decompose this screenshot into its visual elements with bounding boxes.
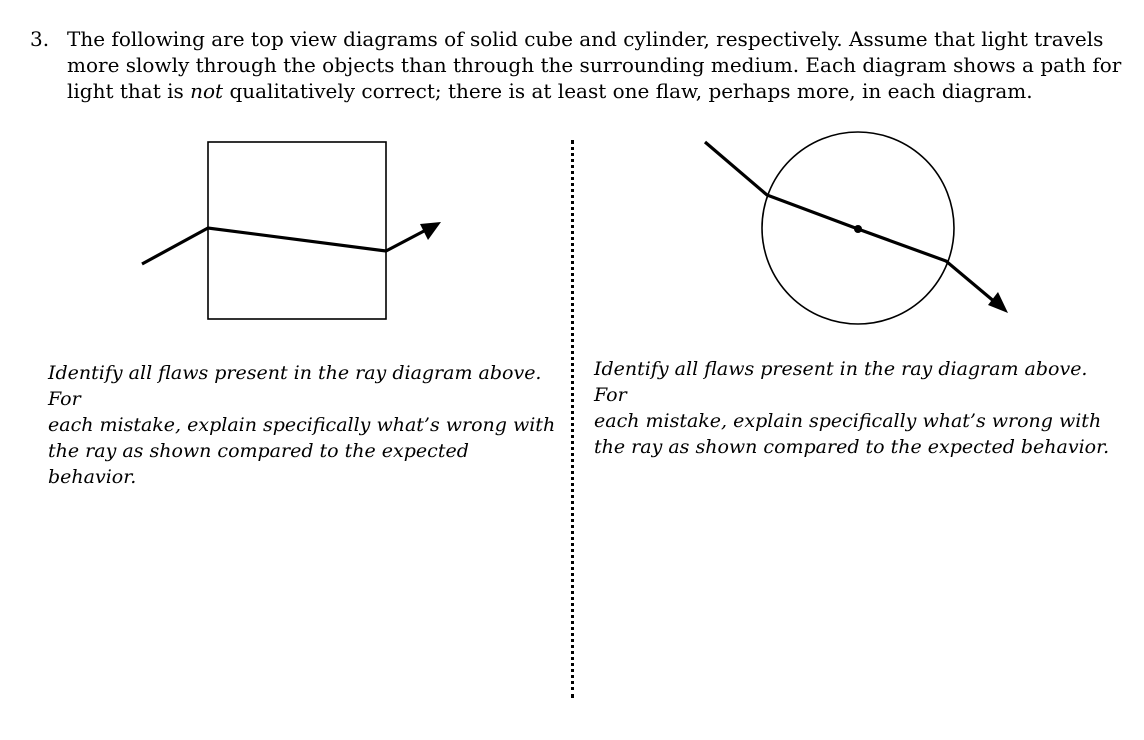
left-prompt-line: each mistake, explain specifically what’s wrong with	[48, 414, 556, 436]
right-prompt-line: Identify all flaws present in the ray diagram above. For	[594, 358, 1088, 406]
cylinder-light-ray	[705, 142, 996, 303]
dotted-divider	[571, 140, 574, 698]
cylinder-center-dot	[854, 225, 862, 233]
question-text-after: qualitatively correct; there is at least one flaw, perhaps more, in each diagram.	[223, 79, 1033, 103]
question-number: 3.	[30, 27, 50, 51]
question-text-emphasis: not	[190, 79, 224, 103]
left-prompt-line: Identify all flaws present in the ray diagram above. For	[48, 362, 542, 410]
right-prompt	[594, 356, 1114, 460]
right-prompt-line: the ray as shown compared to the expected behavior.	[594, 436, 1110, 458]
right-prompt-line: each mistake, explain specifically what’s wrong with	[594, 410, 1102, 432]
question-text-before: The following are top view diagrams of solid cube and cylinder, respectively. Assume that light travels more slowly through the objects than through the surrounding medium. Each diagram shows a path for light that is	[67, 27, 1122, 103]
cube-light-ray	[142, 228, 424, 264]
left-prompt-line: the ray as shown compared to the expected behavior.	[48, 440, 469, 488]
cylinder-ray-arrowhead	[988, 292, 1008, 313]
cube-ray-diagram	[0, 0, 570, 340]
cylinder-ray-diagram	[580, 0, 1140, 340]
left-prompt	[48, 360, 563, 490]
